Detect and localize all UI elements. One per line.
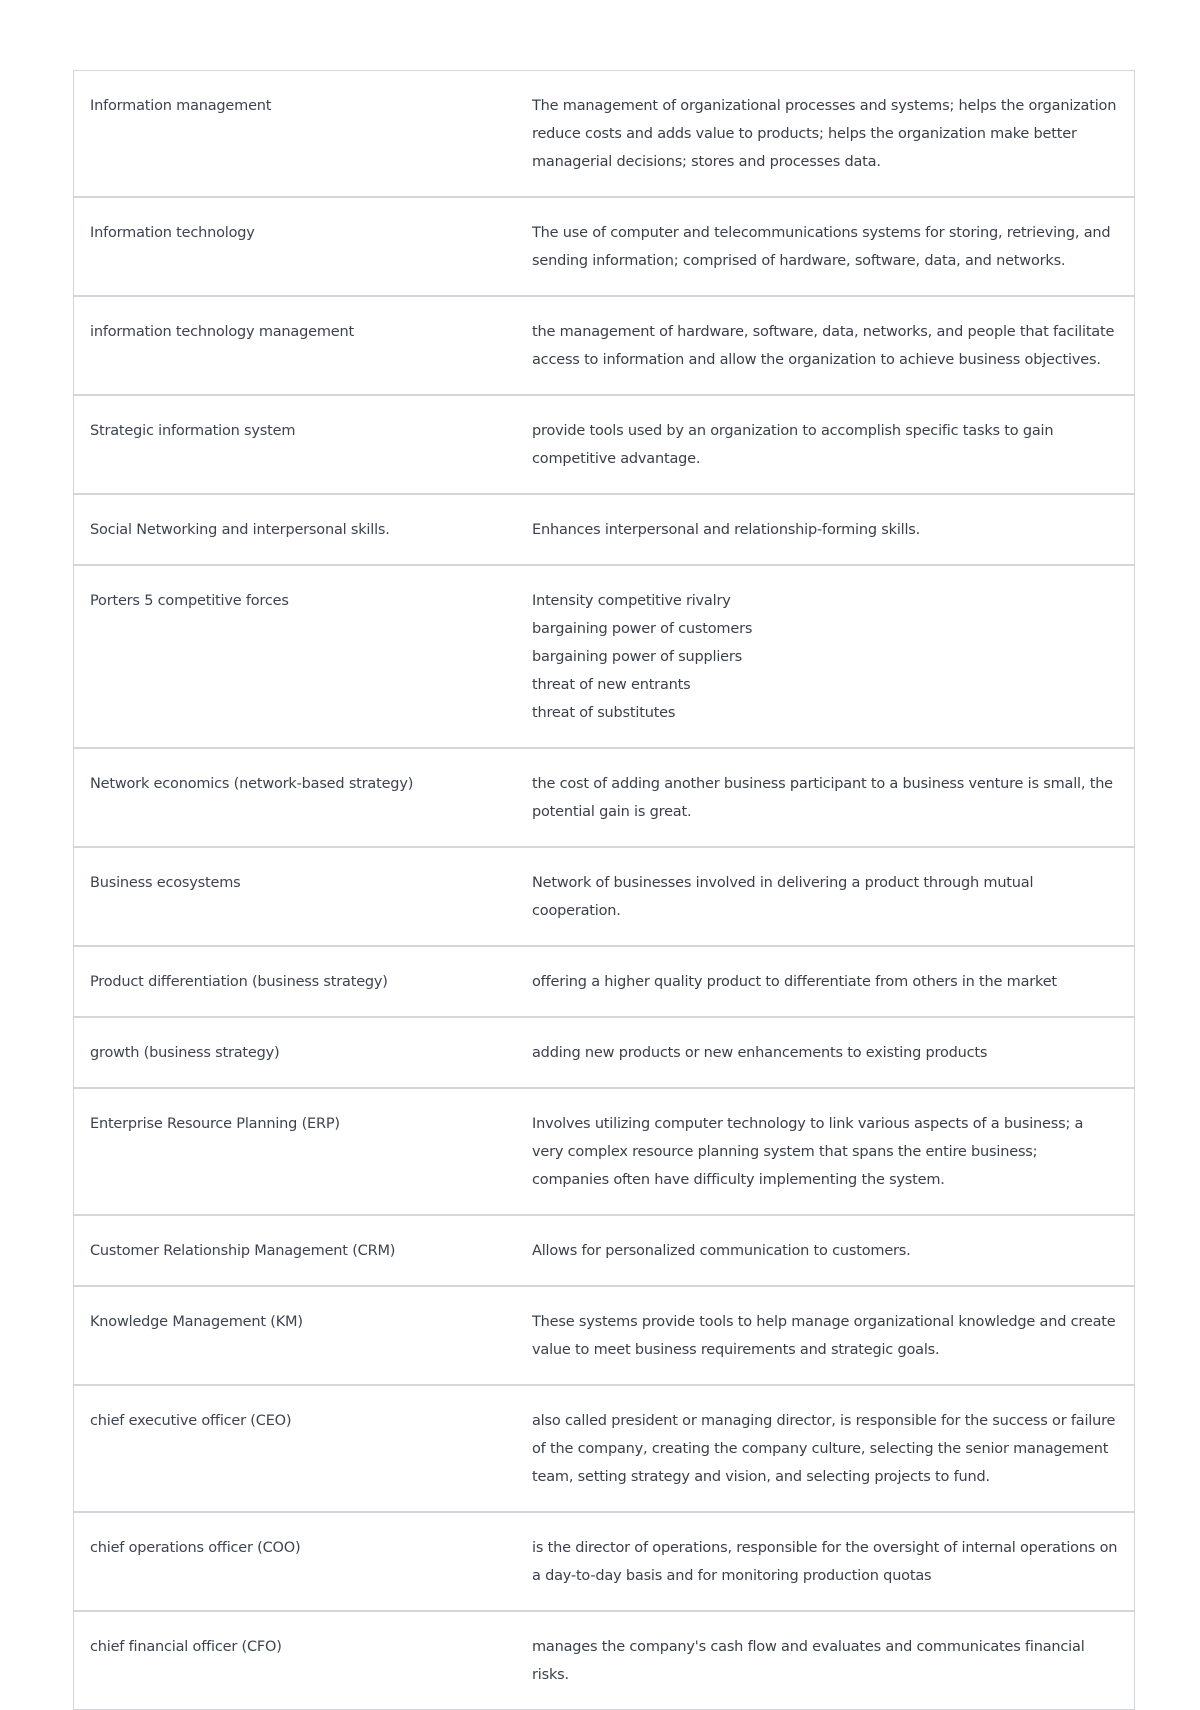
- definition-cell: These systems provide tools to help manage organizational knowledge and create value to meet business requirements and strategic goals.: [532, 1314, 1116, 1358]
- term-cell: chief executive officer (CEO): [90, 1413, 292, 1429]
- table-row: [74, 1017, 1134, 1088]
- definition-cell: The use of computer and telecommunications systems for storing, retrieving, and sending information; comprised of hardware, software, data, and networks.: [532, 225, 1111, 269]
- definition-cell: provide tools used by an organization to accomplish specific tasks to gain competitive advantage.: [532, 423, 1054, 467]
- table-row: [74, 494, 1134, 565]
- definition-cell: adding new products or new enhancements to existing products: [532, 1045, 988, 1061]
- table-row: [74, 748, 1134, 847]
- term-cell: Social Networking and interpersonal skills.: [90, 522, 390, 538]
- term-cell: Product differentiation (business strategy): [90, 974, 388, 990]
- definition-line: bargaining power of customers: [532, 621, 753, 637]
- term-cell: information technology management: [90, 324, 354, 340]
- definition-line: threat of substitutes: [532, 705, 676, 721]
- definition-line: Intensity competitive rivalry: [532, 593, 731, 609]
- term-cell: chief operations officer (COO): [90, 1540, 301, 1556]
- table-row: [74, 1385, 1134, 1512]
- definition-cell: Enhances interpersonal and relationship-forming skills.: [532, 522, 921, 538]
- table-row: [74, 1512, 1134, 1611]
- definition-cell: Involves utilizing computer technology to link various aspects of a business; a very complex resource planning system that spans the entire business; companies often have difficulty implementing the system.: [532, 1116, 1084, 1188]
- definition-cell: The management of organizational processes and systems; helps the organization reduce costs and adds value to products; helps the organization make better managerial decisions; stores and processes data.: [532, 98, 1117, 170]
- definition-cell: offering a higher quality product to differentiate from others in the market: [532, 974, 1057, 990]
- term-cell: Strategic information system: [90, 423, 296, 439]
- table-row: [74, 565, 1134, 748]
- table-row: [74, 1215, 1134, 1286]
- definition-cell: is the director of operations, responsible for the oversight of internal operations on a day-to-day basis and for monitoring production quotas: [532, 1540, 1118, 1584]
- term-cell: Customer Relationship Management (CRM): [90, 1243, 396, 1259]
- term-cell: Information technology: [90, 225, 255, 241]
- term-cell: chief financial officer (CFO): [90, 1639, 282, 1655]
- definition-cell: Allows for personalized communication to customers.: [532, 1243, 911, 1259]
- definition-cell: the cost of adding another business participant to a business venture is small, the potential gain is great.: [532, 776, 1113, 820]
- term-cell: Network economics (network-based strategy): [90, 776, 414, 792]
- term-cell: Knowledge Management (KM): [90, 1314, 303, 1330]
- table-row: [74, 395, 1134, 494]
- table-row: [74, 197, 1134, 296]
- table-row: [74, 296, 1134, 395]
- definition-cell: the management of hardware, software, data, networks, and people that facilitate access to information and allow the organization to achieve business objectives.: [532, 324, 1115, 368]
- flashcard-terms-card: [73, 70, 1135, 1710]
- table-row: [74, 946, 1134, 1017]
- term-cell: Porters 5 competitive forces: [90, 593, 289, 609]
- definition-cell: also called president or managing director, is responsible for the success or failure of the company, creating the company culture, selecting the senior management team, setting strategy and vision, and selecting projects to fund.: [532, 1413, 1116, 1485]
- definition-line: bargaining power of suppliers: [532, 649, 742, 665]
- terms-table: [74, 71, 1134, 1709]
- term-cell: Information management: [90, 98, 272, 114]
- definition-cell: manages the company's cash flow and evaluates and communicates financial risks.: [532, 1639, 1085, 1683]
- table-row: [74, 1088, 1134, 1215]
- term-cell: growth (business strategy): [90, 1045, 280, 1061]
- table-row: [74, 1286, 1134, 1385]
- table-row: [74, 71, 1134, 197]
- definition-cell: [516, 565, 1134, 748]
- term-cell: Enterprise Resource Planning (ERP): [90, 1116, 340, 1132]
- definition-line: threat of new entrants: [532, 677, 691, 693]
- definition-cell: Network of businesses involved in delivering a product through mutual cooperation.: [532, 875, 1034, 919]
- term-cell: Business ecosystems: [90, 875, 241, 891]
- table-row: [74, 847, 1134, 946]
- table-row: [74, 1611, 1134, 1709]
